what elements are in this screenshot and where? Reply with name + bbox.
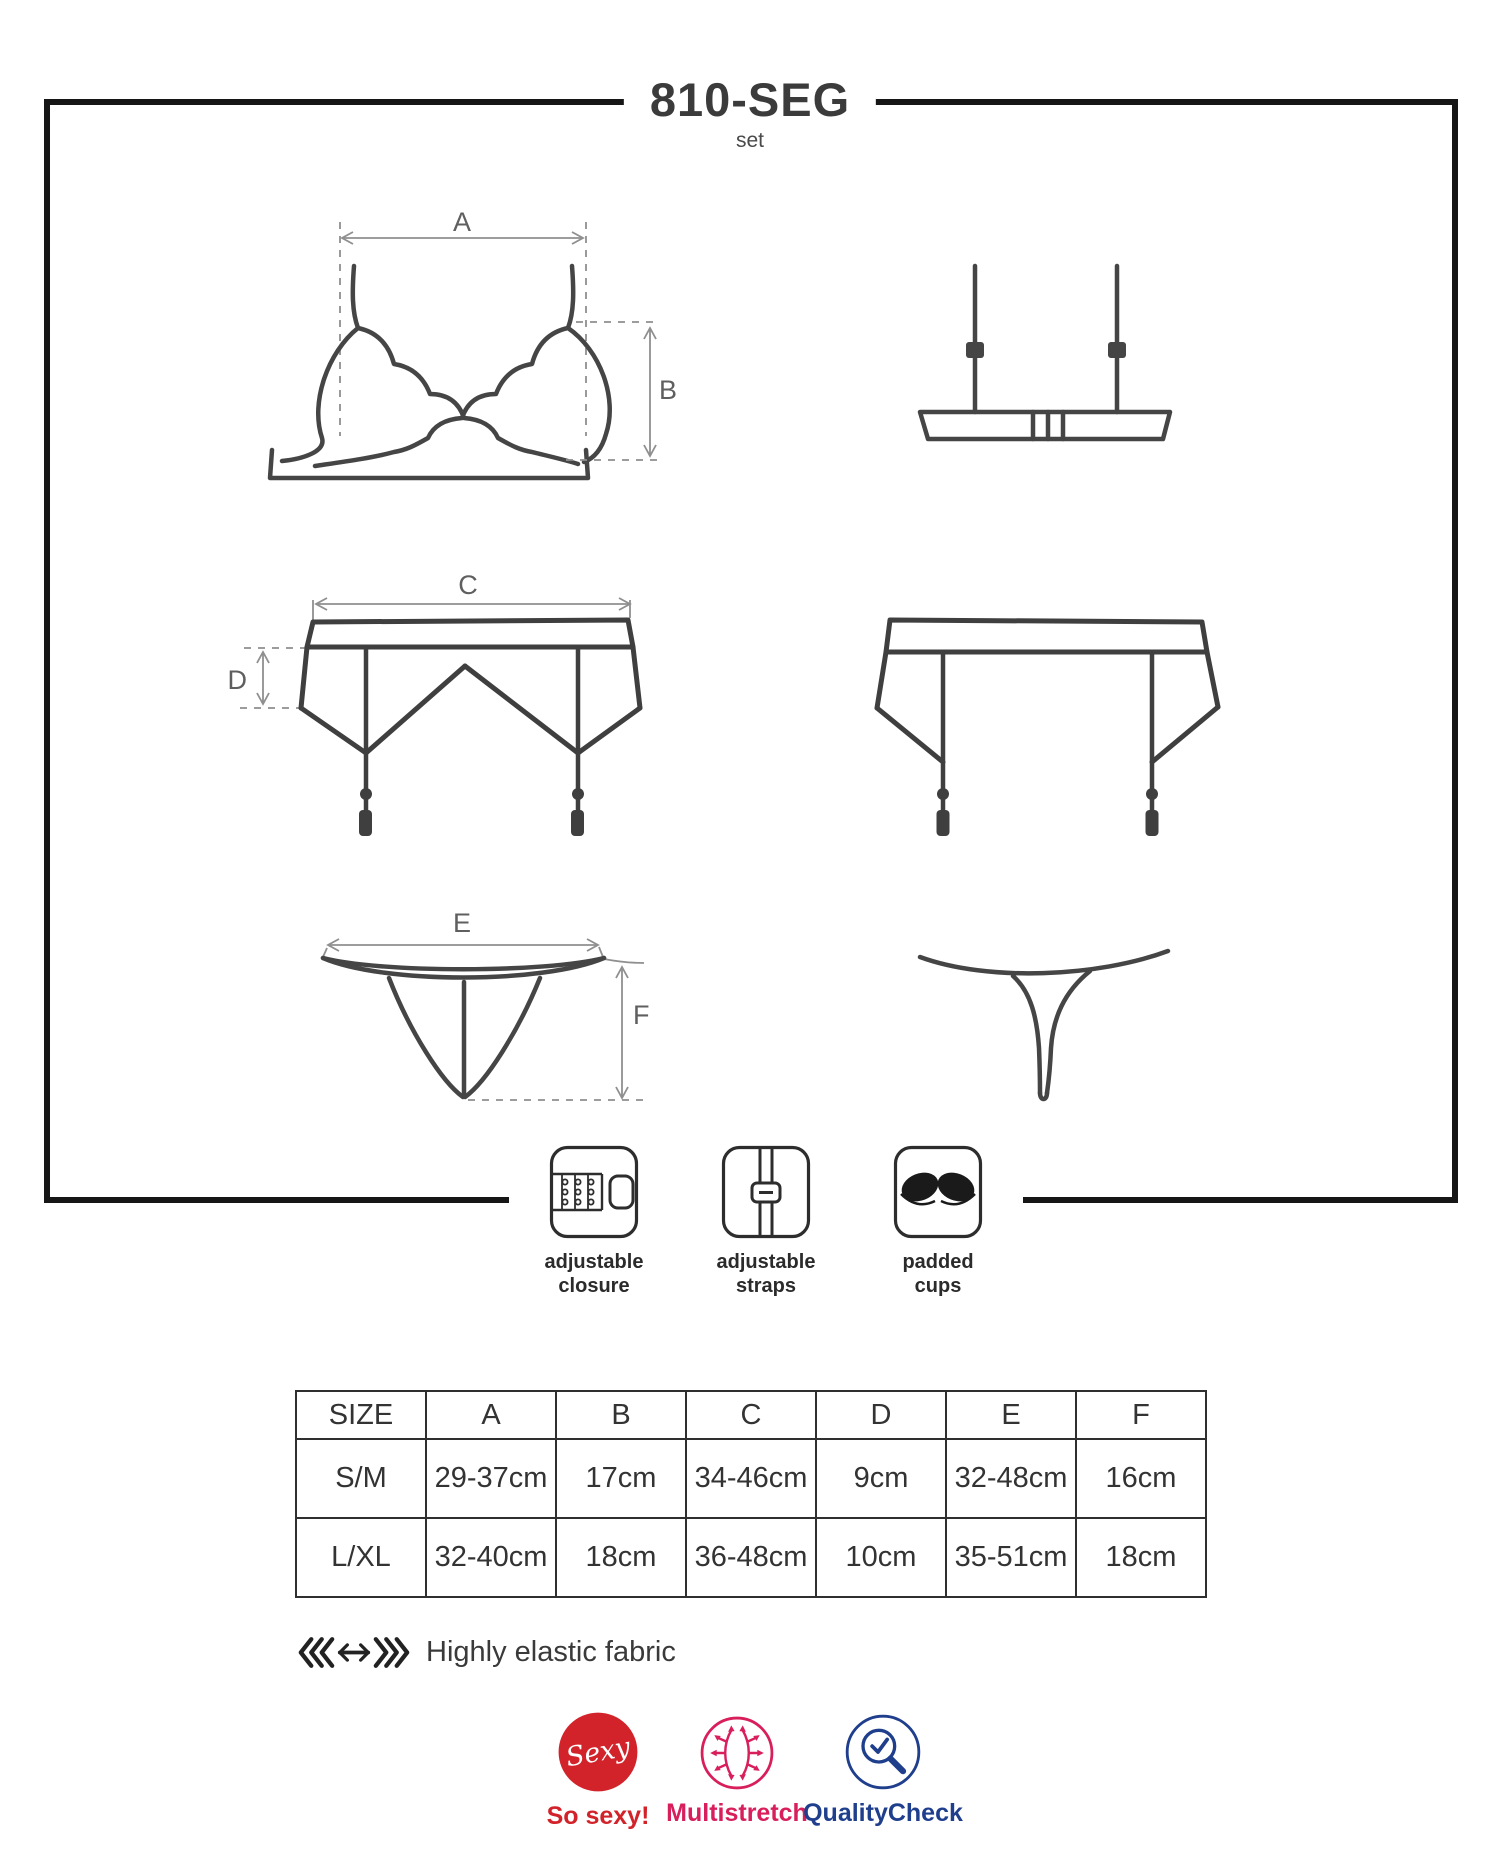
dimension-e [323, 908, 603, 957]
dimension-a-label: A [452, 207, 472, 237]
table-cell: 10cm [816, 1518, 946, 1597]
table-cell: 36-48cm [686, 1518, 816, 1597]
badge-multistretch-label: Multistretch [666, 1799, 808, 1827]
badge-quality-check [803, 1712, 963, 1828]
feature-label: adjustable straps [716, 1251, 816, 1297]
elastic-note [298, 1636, 676, 1669]
table-cell: 34-46cm [686, 1439, 816, 1518]
dimension-c [313, 570, 630, 620]
garter-front-drawing [301, 620, 640, 836]
table-row-sm [296, 1439, 1206, 1518]
strap-slider-icon [720, 1144, 812, 1240]
table-cell: 17cm [556, 1439, 686, 1518]
table-cell: 32-48cm [946, 1439, 1076, 1518]
feature-label: padded cups [902, 1251, 974, 1297]
dimension-b-label: B [659, 375, 678, 405]
badge-so-sexy-label: So sexy! [546, 1802, 650, 1830]
thong-back-drawing [920, 951, 1168, 1099]
table-header-e: E [946, 1391, 1076, 1439]
dimension-a [340, 207, 586, 436]
table-header-d: D [816, 1391, 946, 1439]
dimension-f-label: F [633, 1000, 650, 1030]
dimension-e-label: E [452, 908, 472, 938]
elastic-note-label: Highly elastic fabric [426, 1636, 676, 1668]
table-cell: 18cm [1076, 1518, 1206, 1597]
table-cell-size: S/M [296, 1439, 426, 1518]
feature-label: adjustable closure [544, 1251, 644, 1297]
badge-quality-check-label: QualityCheck [803, 1799, 963, 1827]
table-header-b: B [556, 1391, 686, 1439]
table-header-f: F [1076, 1391, 1206, 1439]
table-cell: 9cm [816, 1439, 946, 1518]
size-table-header-row [296, 1391, 1206, 1439]
dimension-d-label: D [227, 665, 247, 695]
thong-front-drawing [323, 958, 604, 1097]
garter-back-drawing [877, 620, 1218, 836]
sexy-circle-icon [555, 1709, 641, 1795]
table-cell: 32-40cm [426, 1518, 556, 1597]
table-header-c: C [686, 1391, 816, 1439]
table-cell: 18cm [556, 1518, 686, 1597]
table-cell-size: L/XL [296, 1518, 426, 1597]
bra-back-drawing [920, 266, 1170, 439]
hook-eye-closure-icon [548, 1144, 640, 1240]
dimension-c-label: C [458, 570, 478, 600]
multistretch-icon [698, 1714, 776, 1792]
size-table [295, 1390, 1207, 1598]
bra-front-drawing [270, 266, 610, 478]
table-cell: 35-51cm [946, 1518, 1076, 1597]
dimension-f [468, 959, 650, 1100]
badge-so-sexy [518, 1709, 678, 1831]
feature-padded-cups [873, 1144, 1003, 1297]
feature-adjustable-closure [529, 1144, 659, 1297]
dimension-d [228, 648, 333, 708]
table-cell: 16cm [1076, 1439, 1206, 1518]
title-block [624, 70, 876, 159]
feature-adjustable-straps [701, 1144, 831, 1297]
sexy-circle-text: Sexy [563, 1731, 633, 1774]
features-row [509, 1144, 1023, 1297]
table-row-lxl [296, 1518, 1206, 1597]
stretch-arrows-icon [298, 1636, 410, 1669]
quality-check-icon [843, 1712, 923, 1792]
table-cell: 29-37cm [426, 1439, 556, 1518]
page-title: 810-SEG [649, 73, 851, 126]
table-header-size: SIZE [296, 1391, 426, 1439]
frame-border [47, 102, 1455, 1200]
padded-cups-icon [892, 1144, 984, 1240]
table-header-a: A [426, 1391, 556, 1439]
badge-multistretch [657, 1714, 817, 1828]
page-subtitle: set [735, 129, 765, 152]
